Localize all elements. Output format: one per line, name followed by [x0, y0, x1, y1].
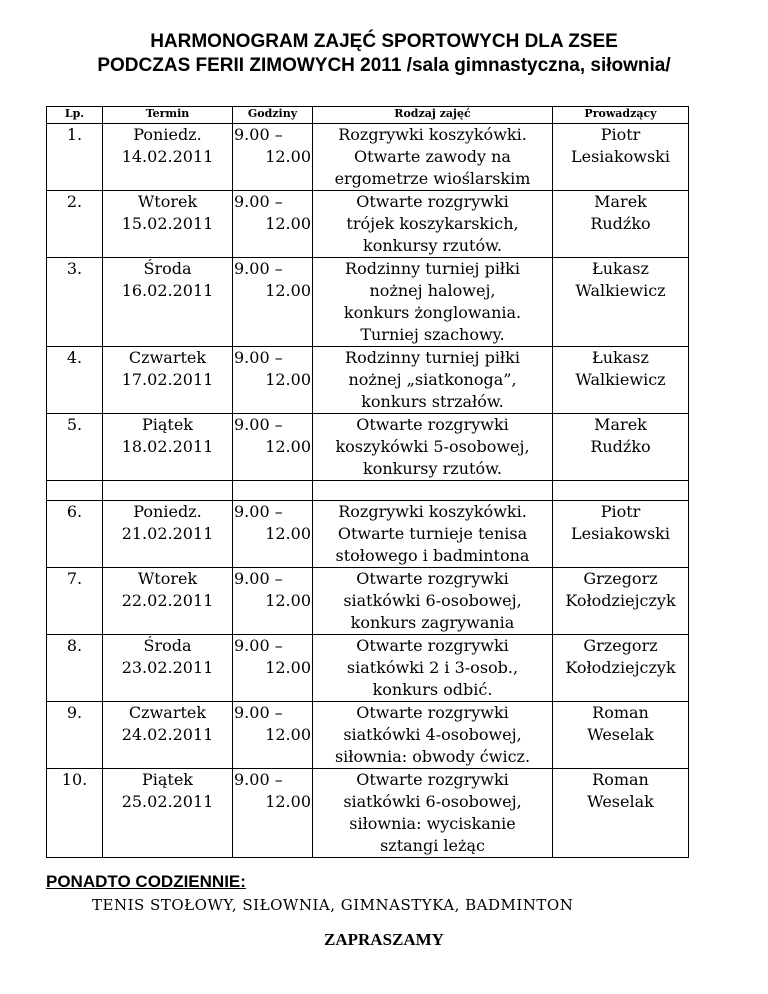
hours-start: 9.00 –: [234, 192, 283, 211]
leader-name-line: Grzegorz: [583, 636, 658, 655]
term-day: Poniedz.: [133, 125, 202, 144]
activity-cell: [313, 124, 553, 191]
activity-cell: [313, 635, 553, 702]
spacer-cell: [103, 481, 233, 501]
activity-line: Rodzinny turniej piłki: [345, 348, 520, 367]
term-date: 15.02.2011: [121, 214, 214, 233]
header-kind: Rodzaj zajęć: [313, 107, 553, 124]
activity-line: Otwarte rozgrywki: [356, 770, 509, 789]
schedule-table: [46, 106, 689, 858]
hours-start: 9.00 –: [234, 125, 283, 144]
row-number-cell: [47, 568, 103, 635]
row-number: 8.: [66, 636, 83, 655]
table-row: [47, 191, 689, 258]
leader-name-line: Piotr: [600, 125, 641, 144]
leader-name-line: Rudźko: [590, 437, 651, 456]
term-cell: [103, 568, 233, 635]
spacer-cell: [313, 481, 553, 501]
leader-name-line: Walkiewicz: [575, 281, 666, 300]
activity-line: trójek koszykarskich,: [346, 214, 519, 233]
leader-name-line: Łukasz: [592, 348, 649, 367]
term-day: Wtorek: [137, 569, 198, 588]
leader-name-line: Kołodziejczyk: [565, 591, 676, 610]
row-number: 5.: [66, 415, 83, 434]
activity-line: siatkówki 4-osobowej,: [343, 725, 522, 744]
hours-end: 12.00: [265, 147, 311, 166]
activity-line: Otwarte rozgrywki: [356, 636, 509, 655]
activity-line: Rozgrywki koszykówki.: [338, 502, 527, 521]
row-number-cell: [47, 501, 103, 568]
term-day: Wtorek: [137, 192, 198, 211]
leader-cell: [553, 702, 689, 769]
term-cell: [103, 124, 233, 191]
term-cell: [103, 414, 233, 481]
schedule-body: [47, 124, 689, 858]
leader-name-line: Łukasz: [592, 259, 649, 278]
header-term: Termin: [103, 107, 233, 124]
row-number: 6.: [66, 502, 83, 521]
activity-line: Otwarte rozgrywki: [356, 192, 509, 211]
activity-line: Rodzinny turniej piłki: [345, 259, 520, 278]
activity-line: sztangi leżąc: [380, 836, 485, 855]
activity-cell: [313, 191, 553, 258]
hours-start: 9.00 –: [234, 348, 283, 367]
term-cell: [103, 769, 233, 858]
leader-cell: [553, 635, 689, 702]
header-lead: Prowadzący: [553, 107, 689, 124]
row-number-cell: [47, 635, 103, 702]
activity-cell: [313, 258, 553, 347]
hours-start: 9.00 –: [234, 259, 283, 278]
hours-cell: [233, 347, 313, 414]
header-lp: Lp.: [47, 107, 103, 124]
daily-extra-heading: PONADTO CODZIENNIE:: [46, 872, 246, 891]
activity-line: nożnej halowej,: [369, 281, 496, 300]
row-number: 10.: [61, 770, 88, 789]
hours-end: 12.00: [265, 370, 311, 389]
activity-line: koszykówki 5-osobowej,: [335, 437, 530, 456]
leader-cell: [553, 414, 689, 481]
activity-line: konkurs zagrywania: [350, 613, 515, 632]
table-row: [47, 347, 689, 414]
row-number-cell: [47, 191, 103, 258]
spacer-cell: [47, 481, 103, 501]
leader-name-line: Roman: [592, 703, 649, 722]
term-cell: [103, 635, 233, 702]
activity-line: siatkówki 6-osobowej,: [343, 591, 522, 610]
activity-line: siatkówki 2 i 3-osob.,: [346, 658, 519, 677]
table-row: [47, 702, 689, 769]
activity-cell: [313, 501, 553, 568]
row-number-cell: [47, 702, 103, 769]
leader-name-line: Grzegorz: [583, 569, 658, 588]
leader-name-line: Marek: [594, 415, 647, 434]
activity-cell: [313, 702, 553, 769]
activity-line: Otwarte rozgrywki: [356, 569, 509, 588]
term-date: 17.02.2011: [121, 370, 214, 389]
activity-line: konkurs żonglowania.: [343, 303, 522, 322]
row-number-cell: [47, 769, 103, 858]
row-number: 3.: [66, 259, 83, 278]
leader-cell: [553, 568, 689, 635]
term-date: 24.02.2011: [121, 725, 214, 744]
table-row: [47, 258, 689, 347]
hours-cell: [233, 191, 313, 258]
title-line-2: PODCZAS FERII ZIMOWYCH 2011 /sala gimnastyczna, siłownia/: [97, 55, 671, 76]
daily-activities: TENIS STOŁOWY, SIŁOWNIA, GIMNASTYKA, BADMINTON: [92, 896, 574, 914]
hours-cell: [233, 635, 313, 702]
hours-end: 12.00: [265, 725, 311, 744]
row-number-cell: [47, 258, 103, 347]
hours-end: 12.00: [265, 214, 311, 233]
term-cell: [103, 191, 233, 258]
hours-cell: [233, 501, 313, 568]
term-date: 22.02.2011: [121, 591, 214, 610]
table-row: [47, 414, 689, 481]
term-cell: [103, 347, 233, 414]
activity-line: stołowego i badmintona: [335, 546, 530, 565]
title-line-1: HARMONOGRAM ZAJĘĆ SPORTOWYCH DLA ZSEE: [150, 31, 618, 52]
activity-line: siłownia: wyciskanie: [349, 814, 516, 833]
activity-line: siatkówki 6-osobowej,: [343, 792, 522, 811]
term-day: Środa: [143, 636, 192, 655]
row-number-cell: [47, 347, 103, 414]
activity-line: ergometrze wioślarskim: [334, 169, 531, 188]
activity-line: Turniej szachowy.: [360, 325, 505, 344]
invitation-text: ZAPRASZAMY: [324, 930, 444, 949]
spacer-cell: [233, 481, 313, 501]
table-row: [47, 635, 689, 702]
activity-cell: [313, 347, 553, 414]
hours-cell: [233, 568, 313, 635]
hours-end: 12.00: [265, 281, 311, 300]
activity-line: Otwarte turnieje tenisa: [337, 524, 528, 543]
hours-end: 12.00: [265, 591, 311, 610]
row-number: 2.: [66, 192, 83, 211]
leader-cell: [553, 124, 689, 191]
term-cell: [103, 501, 233, 568]
activity-cell: [313, 568, 553, 635]
hours-cell: [233, 258, 313, 347]
leader-name-line: Kołodziejczyk: [565, 658, 676, 677]
term-date: 18.02.2011: [121, 437, 214, 456]
hours-end: 12.00: [265, 658, 311, 677]
row-number: 1.: [66, 125, 83, 144]
row-number-cell: [47, 124, 103, 191]
term-date: 21.02.2011: [121, 524, 214, 543]
leader-name-line: Roman: [592, 770, 649, 789]
hours-start: 9.00 –: [234, 770, 283, 789]
activity-line: konkursy rzutów.: [363, 236, 502, 255]
activity-cell: [313, 769, 553, 858]
activity-line: Otwarte zawody na: [354, 147, 511, 166]
spacer-cell: [553, 481, 689, 501]
activity-line: Otwarte rozgrywki: [356, 703, 509, 722]
table-row: [47, 769, 689, 858]
leader-name-line: Weselak: [587, 725, 654, 744]
term-date: 14.02.2011: [121, 147, 214, 166]
term-date: 23.02.2011: [121, 658, 214, 677]
activity-line: nożnej „siatkonoga”,: [348, 370, 517, 389]
table-row: [47, 124, 689, 191]
table-row: [47, 568, 689, 635]
leader-name-line: Piotr: [600, 502, 641, 521]
activity-line: Rozgrywki koszykówki.: [338, 125, 527, 144]
term-day: Piątek: [141, 415, 193, 434]
leader-cell: [553, 769, 689, 858]
hours-start: 9.00 –: [234, 502, 283, 521]
activity-line: konkurs strzałów.: [361, 392, 504, 411]
hours-end: 12.00: [265, 524, 311, 543]
hours-cell: [233, 414, 313, 481]
row-number: 9.: [66, 703, 83, 722]
term-date: 16.02.2011: [121, 281, 214, 300]
row-number: 7.: [66, 569, 83, 588]
table-header-row: [47, 107, 689, 124]
leader-cell: [553, 501, 689, 568]
leader-name-line: Rudźko: [590, 214, 651, 233]
row-number: 4.: [66, 348, 83, 367]
hours-start: 9.00 –: [234, 415, 283, 434]
activity-cell: [313, 414, 553, 481]
activity-line: Otwarte rozgrywki: [356, 415, 509, 434]
leader-cell: [553, 258, 689, 347]
term-day: Poniedz.: [133, 502, 202, 521]
term-cell: [103, 702, 233, 769]
leader-name-line: Weselak: [587, 792, 654, 811]
hours-end: 12.00: [265, 792, 311, 811]
hours-start: 9.00 –: [234, 636, 283, 655]
leader-name-line: Lesiakowski: [570, 147, 670, 166]
row-number-cell: [47, 414, 103, 481]
activity-line: siłownia: obwody ćwicz.: [334, 747, 531, 766]
activity-line: konkurs odbić.: [372, 680, 493, 699]
leader-name-line: Lesiakowski: [570, 524, 670, 543]
term-date: 25.02.2011: [121, 792, 214, 811]
header-hours: Godziny: [233, 107, 313, 124]
document-title: [0, 30, 768, 78]
leader-cell: [553, 347, 689, 414]
hours-cell: [233, 702, 313, 769]
table-row: [47, 501, 689, 568]
term-day: Piątek: [141, 770, 193, 789]
hours-cell: [233, 769, 313, 858]
leader-cell: [553, 191, 689, 258]
leader-name-line: Walkiewicz: [575, 370, 666, 389]
leader-name-line: Marek: [594, 192, 647, 211]
hours-end: 12.00: [265, 437, 311, 456]
term-cell: [103, 258, 233, 347]
term-day: Czwartek: [128, 703, 207, 722]
hours-start: 9.00 –: [234, 569, 283, 588]
activity-line: konkursy rzutów.: [363, 459, 502, 478]
hours-start: 9.00 –: [234, 703, 283, 722]
term-day: Środa: [143, 259, 192, 278]
hours-cell: [233, 124, 313, 191]
spacer-row: [47, 481, 689, 501]
term-day: Czwartek: [128, 348, 207, 367]
